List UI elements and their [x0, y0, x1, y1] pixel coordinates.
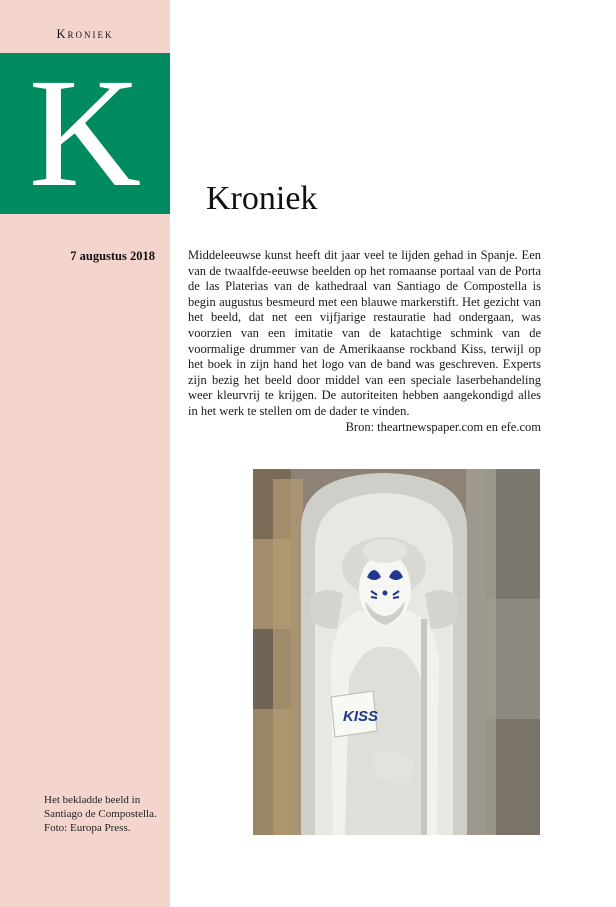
section-label: Kroniek: [56, 27, 114, 41]
article-body: [188, 248, 541, 435]
book-graffiti-text: KISS: [343, 708, 379, 725]
article-text: Middeleeuwse kunst heeft dit jaar veel te lijden gehad in Spanje. Een van de twaalfde-eeuwse beelden op het romaanse portaal van de Porta de las Platerias van de kathedraal van Santiago de Compostella is begin augustus besmeurd met een blauwe markerstift. Het gezicht van het beeld, dat net een vijfjarige restauratie had ondergaan, was voorzien van een imitatie van de katachtige schmink van de voormalige drummer van de Amerikaanse rockband Kiss, terwijl op het boek in zijn hand het logo van de band was geschreven. Experts zijn bezig het beeld door middel van een speciale laserbehandeling weer kleurvrij te krijgen. De autoriteiten hebben aangekondigd alles in het werk te stellen om de dader te vinden.: [188, 248, 541, 418]
initial-letter: K: [28, 53, 142, 214]
photo-caption: Het bekladde beeld in Santiago de Compostella. Foto: Europa Press.: [44, 794, 157, 834]
article-source: Bron: theartnewspaper.com en efe.com: [345, 419, 541, 434]
statue-photo: [253, 469, 540, 835]
entry-date: 7 augustus 2018: [70, 249, 155, 263]
initial-block: [0, 53, 170, 214]
page-title: Kroniek: [206, 180, 318, 217]
